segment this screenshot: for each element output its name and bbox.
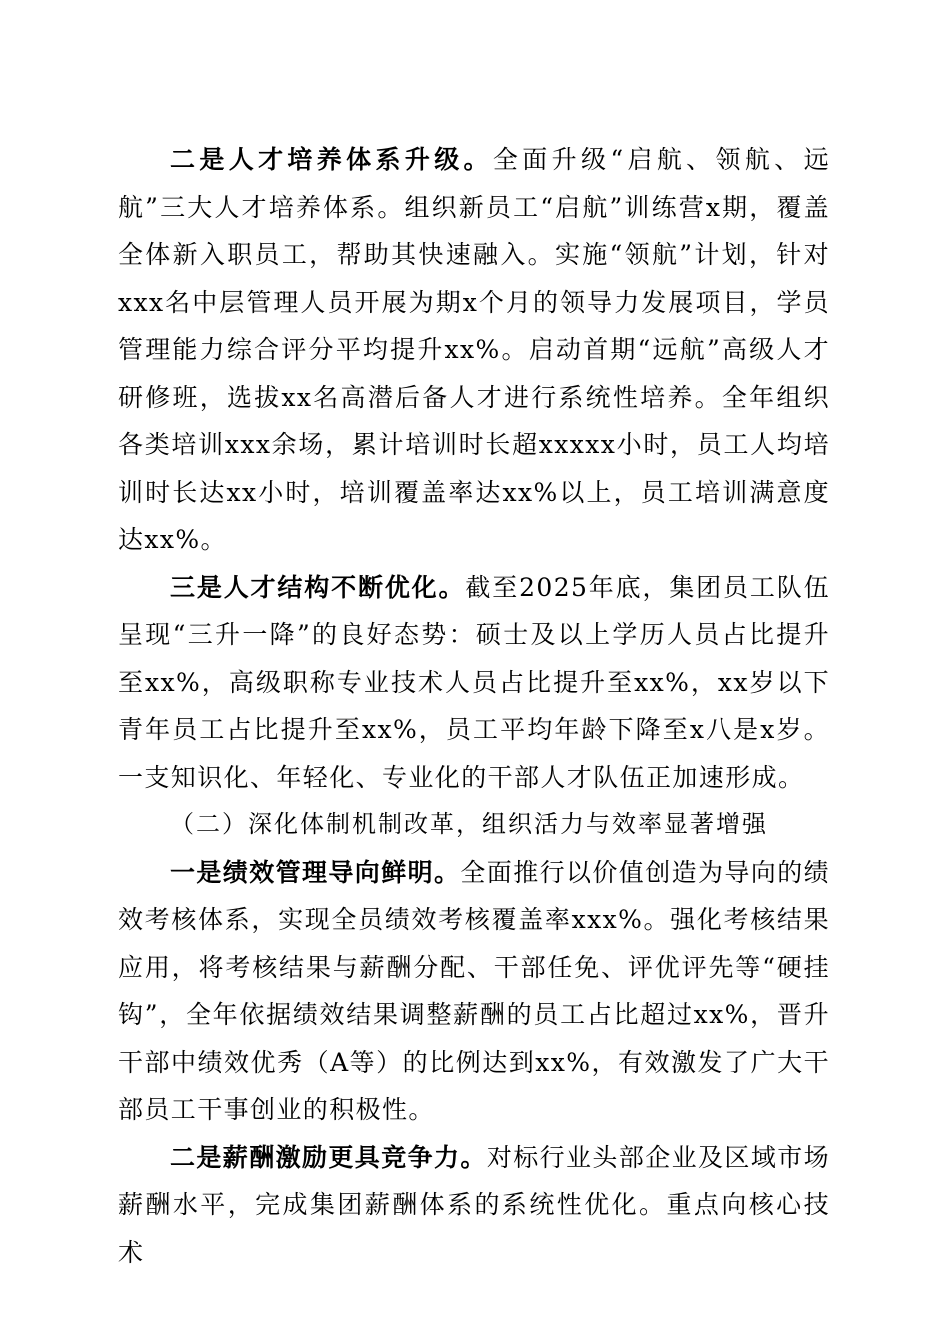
paragraph-text: 全面升级“启航、领航、远航”三大人才培养体系。组织新员工“启航”训练营x期，覆盖全体新入职员工，帮助其快速融入。实施“领航”计划，针对xxx名中层管理人员开展为期x个月的领导力发展项目，学员管理能力综合评分平均提升xx%。启动首期“远航”高级人才研修班，选拔xx名高潜后备人才进行系统性培养。全年组织各类培训xxx余场，累计培训时长超xxxxx小时，员工人均培训时长达xx小时，培训覆盖率达xx%以上，员工培训满意度达xx%。 [118, 145, 830, 554]
section-heading: （二）深化体制机制改革，组织活力与效率显著增强 [170, 810, 768, 838]
document-body [118, 136, 830, 1276]
paragraph-lead: 二是薪酬激励更具竞争力。 [170, 1142, 487, 1172]
paragraph-talent-structure [118, 564, 830, 802]
paragraph-compensation [118, 1134, 830, 1277]
paragraph-lead: 二是人才培养体系升级。 [170, 145, 493, 174]
paragraph-talent-training [118, 136, 830, 564]
paragraph-performance-management [118, 849, 830, 1134]
paragraph-text: 截至2025年底，集团员工队伍呈现“三升一降”的良好态势：硕士及以上学历人员占比提升至xx%，高级职称专业技术人员占比提升至xx%，xx岁以下青年员工占比提升至xx%，员工平均年龄下降至x八是x岁。一支知识化、年轻化、专业化的干部人才队伍正加速形成。 [118, 572, 830, 792]
paragraph-text: 全面推行以价值创造为导向的绩效考核体系，实现全员绩效考核覆盖率xxx%。强化考核结果应用，将考核结果与薪酬分配、干部任免、评优评先等“硬挂钩”，全年依据绩效结果调整薪酬的员工占比超过xx%，晋升干部中绩效优秀（A等）的比例达到xx%，有效激发了广大干部员工干事创业的积极性。 [118, 857, 831, 1124]
paragraph-text: 对标行业头部企业及区域市场薪酬水平，完成集团薪酬体系的系统性优化。重点向核心技术 [118, 1142, 831, 1267]
paragraph-lead: 三是人才结构不断优化。 [170, 572, 466, 602]
paragraph-lead: 一是绩效管理导向鲜明。 [170, 857, 461, 887]
